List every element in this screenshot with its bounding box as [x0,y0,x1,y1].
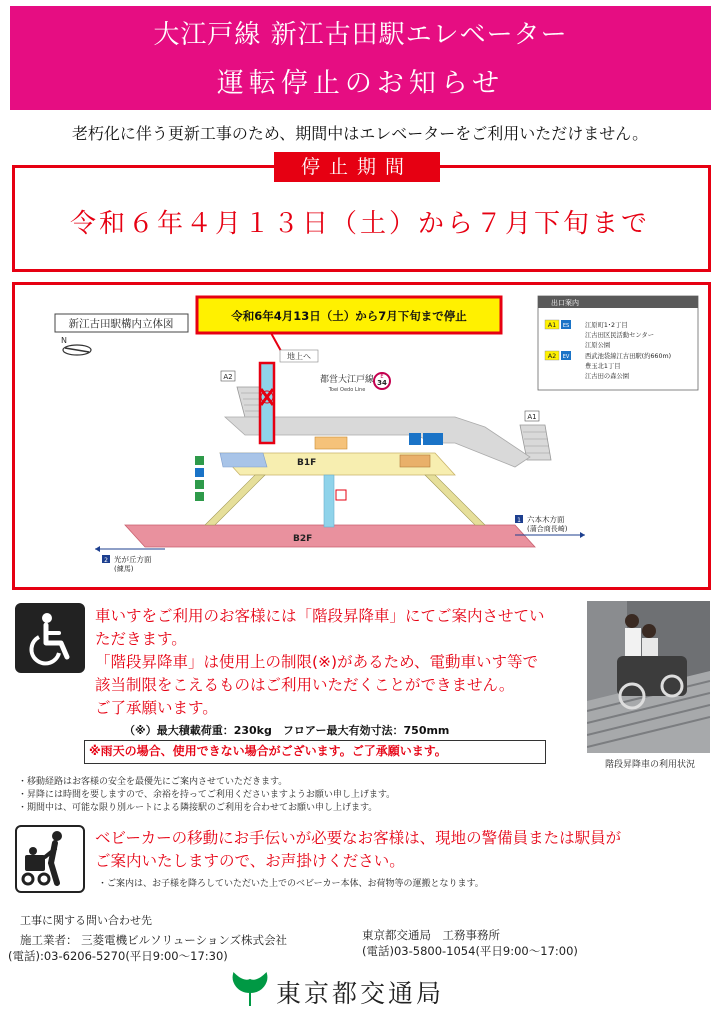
station-map [15,285,708,587]
exit-a1-line2: 江古田区民活動センター [585,332,655,339]
stroller-icon [15,825,85,893]
svg-text:N: N [61,336,67,345]
intro-text: 老朽化に伴う更新工事のため、期間中はエレベーターをご利用いただけません。 [71,124,649,143]
exit-a1-label: A1 [527,413,537,421]
exit-a2-code: A2 [547,352,557,360]
exit-a2-line2: 豊玉北1丁目 [585,363,621,370]
info-icon [409,433,421,445]
header-title: 大江戸線 新江古田駅エレベーター [153,20,568,50]
dir-left-no: 2 [104,557,108,564]
stop-callout-text: 令和6年4月13日（土）から7月下旬まで停止 [231,309,467,323]
rain-note: ※雨天の場合、使用できない場合がございます。ご了承願います。 [84,740,546,764]
dir-right-no: 1 [517,517,521,524]
photo-caption: 階段昇降車の利用状況 [604,760,695,770]
callout-pointer [271,333,281,351]
stroller-line: ご案内いたしますので、お声掛けください。 [95,852,405,870]
line-name: 都営大江戸線 [319,375,375,385]
line-name-en: Toei Oedo Line [328,387,366,393]
floor-b1-label: B1F [297,458,317,468]
bureau-info [362,927,578,959]
exit-a1-code: A1 [547,321,557,329]
bureau-phone: (電話)03-5800-1054(平日9:00～17:00) [362,944,578,958]
elevator-sign-icon [336,490,346,500]
b2f-floor [125,525,535,547]
period-text: 令和６年４月１３日（土）から７月下旬まで [69,209,650,239]
note-item: ・移動経路はお客様の安全を最優先にご案内させていただきます。 [18,777,288,787]
exit-a2-line1: 西武池袋線江古田駅(約660m) [585,353,672,360]
station-office [400,455,430,467]
contractor-name: 施工業者： 三菱電機ビルソリューションズ株式会社 [20,933,288,947]
logo-text: 東京都交通局 [276,979,445,1008]
exit-sign-icon [423,433,443,445]
floor-b2-label: B2F [293,534,313,544]
dir-left-label: 光が丘方面 [114,555,152,564]
compass-icon [61,336,91,355]
stroller-message [95,827,710,873]
elevator-shaft-lower [324,475,334,527]
stair-lift-photo [587,601,710,753]
bureau-name: 東京都交通局 工務事務所 [362,928,500,942]
exit-a2-label: A2 [223,373,233,381]
wheelchair-line: 「階段昇降車」は使用上の制限(※)があるため、電動車いす等で [95,653,538,671]
note-item: ・昇降には時間を要しますので、余裕を持ってご利用くださいますようお願い申し上げます。 [18,790,396,800]
wheelchair-line: ご了承願います。 [95,699,218,717]
contractor-info [8,932,288,964]
station-number: 34 [377,379,387,387]
wheelchair-message [95,605,587,720]
b1f-blue-area [220,453,267,467]
wheelchair-icon [15,603,85,673]
dir-left-sub: (練馬) [114,565,134,573]
wheelchair-line: ただきます。 [95,630,187,648]
dir-right-sub: (蒲合商長崎) [527,525,568,533]
stroller-line: ベビーカーの移動にお手伝いが必要なお客様は、現地の警備員または駅員が [95,829,622,847]
stroller-note: ・ご案内は、お子様を降ろしていただいた上でのベビーカー本体、お荷物等の運搬となります。 [98,879,484,889]
map-title: 新江古田駅構内立体図 [68,318,174,330]
notes-list [18,776,395,815]
exit-a1-badge-label: ES [562,323,570,329]
period-label: 停止期間 [274,152,440,182]
escalator-right [425,475,485,525]
dir-right-label: 六本木方面 [527,515,565,524]
wheelchair-line: 該当制限をこえるものはご利用いただくことができません。 [95,676,515,694]
exit-a2-badge-label: EV [562,354,570,360]
header-subtitle: 運転停止のお知らせ [216,68,505,99]
ticket-gate [315,437,347,449]
exit-a2-line3: 江古田の森公園 [585,373,630,380]
escalator-left [205,475,265,525]
exit-panel-title: 出口案内 [551,299,579,307]
to-ground-label: 地上へ [287,352,311,361]
inquiry-heading: 工事に関する問い合わせ先 [20,914,152,927]
line-code: E [380,374,384,380]
note-item: ・期間中は、可能な限り別ルートによる隣接駅のご利用を合わせてお願い申し上げます。 [18,803,378,813]
facility-icons [195,456,204,501]
notice-header [10,6,711,110]
contractor-phone: (電話):03-6206-5270(平日9:00～17:30) [8,949,228,963]
ginkgo-logo-icon [230,972,270,1008]
exit-a1-line3: 江原公園 [585,342,611,349]
exit-a1-line1: 江原町1･2丁目 [585,322,628,329]
lift-spec: （※）最大積載荷重：230kg フロアー最大有効寸法：750mm [124,724,450,737]
wheelchair-line: 車いすをご利用のお客様には「階段昇降車」にてご案内させてい [95,607,545,625]
